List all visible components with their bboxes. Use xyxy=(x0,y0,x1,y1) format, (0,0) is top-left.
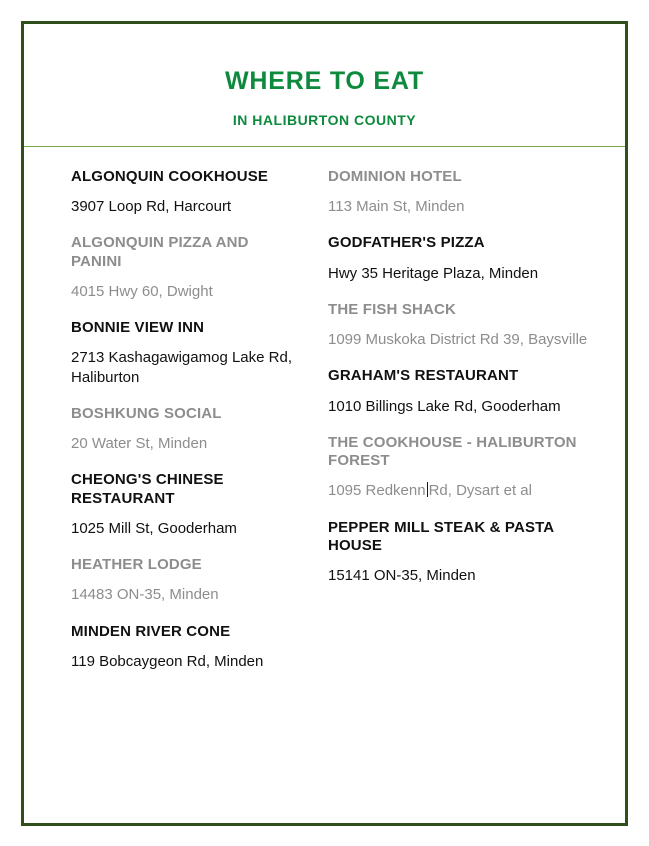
restaurant-entry xyxy=(71,556,298,622)
restaurant-entry xyxy=(71,471,298,556)
restaurant-name: ALGONQUIN COOKHOUSE xyxy=(71,167,269,185)
restaurant-entry xyxy=(328,367,603,433)
restaurant-name: GODFATHER'S PIZZA xyxy=(328,234,485,252)
restaurant-address[interactable] xyxy=(328,472,603,518)
restaurant-address: 20 Water St, Minden xyxy=(71,435,208,453)
restaurant-name: THE FISH SHACK xyxy=(328,300,456,318)
restaurant-entry xyxy=(328,301,603,367)
restaurant-name: PEPPER MILL STEAK & PASTA HOUSE xyxy=(328,518,554,554)
restaurant-name: CHEONG'S CHINESE RESTAURANT xyxy=(71,471,224,507)
restaurant-entry xyxy=(71,168,298,234)
restaurant-address: 1010 Billings Lake Rd, Gooderham xyxy=(328,397,561,415)
restaurant-address: 1099 Muskoka District Rd 39, Baysville xyxy=(328,331,588,349)
text-cursor-caret xyxy=(427,482,428,497)
restaurant-entry xyxy=(71,319,298,405)
restaurant-address: 14483 ON-35, Minden xyxy=(71,586,219,604)
restaurant-entry xyxy=(328,168,603,234)
restaurant-name: BOSHKUNG SOCIAL xyxy=(71,404,222,422)
listing-card xyxy=(21,21,628,826)
restaurant-address: 2713 Kashagawigamog Lake Rd, Haliburton xyxy=(71,349,292,386)
restaurant-entry xyxy=(328,234,603,300)
restaurant-name: DOMINION HOTEL xyxy=(328,167,462,185)
restaurant-name: BONNIE VIEW INN xyxy=(71,319,205,337)
restaurant-address: 15141 ON-35, Minden xyxy=(328,567,476,585)
restaurant-entry xyxy=(328,434,603,519)
restaurant-address: 3907 Loop Rd, Harcourt xyxy=(71,198,232,216)
restaurant-entry xyxy=(71,623,298,689)
card-header xyxy=(24,24,625,146)
restaurant-address: Hwy 35 Heritage Plaza, Minden xyxy=(328,264,539,282)
restaurant-entry xyxy=(71,405,298,471)
restaurant-name: GRAHAM'S RESTAURANT xyxy=(328,367,519,385)
restaurant-entry xyxy=(71,234,298,319)
page-subtitle: IN HALIBURTON COUNTY xyxy=(232,111,417,128)
restaurant-address: 1025 Mill St, Gooderham xyxy=(71,519,237,537)
restaurant-address: 113 Main St, Minden xyxy=(328,198,465,216)
restaurant-name: ALGONQUIN PIZZA AND PANINI xyxy=(71,234,249,270)
address-text-before-caret: 1095 Redkenn xyxy=(328,482,426,500)
restaurant-address: 4015 Hwy 60, Dwight xyxy=(71,282,213,300)
restaurant-name: THE COOKHOUSE - HALIBURTON FOREST xyxy=(328,433,577,470)
restaurant-entry xyxy=(328,519,603,604)
listing-columns xyxy=(24,147,625,689)
restaurant-name: HEATHER LODGE xyxy=(71,556,202,574)
page-title: WHERE TO EAT xyxy=(225,67,424,95)
listing-column-left xyxy=(24,168,306,689)
restaurant-name: MINDEN RIVER CONE xyxy=(71,622,231,640)
address-text-after-caret: Rd, Dysart et al xyxy=(428,482,532,500)
listing-column-right xyxy=(306,168,625,689)
restaurant-address: 119 Bobcaygeon Rd, Minden xyxy=(71,652,264,670)
